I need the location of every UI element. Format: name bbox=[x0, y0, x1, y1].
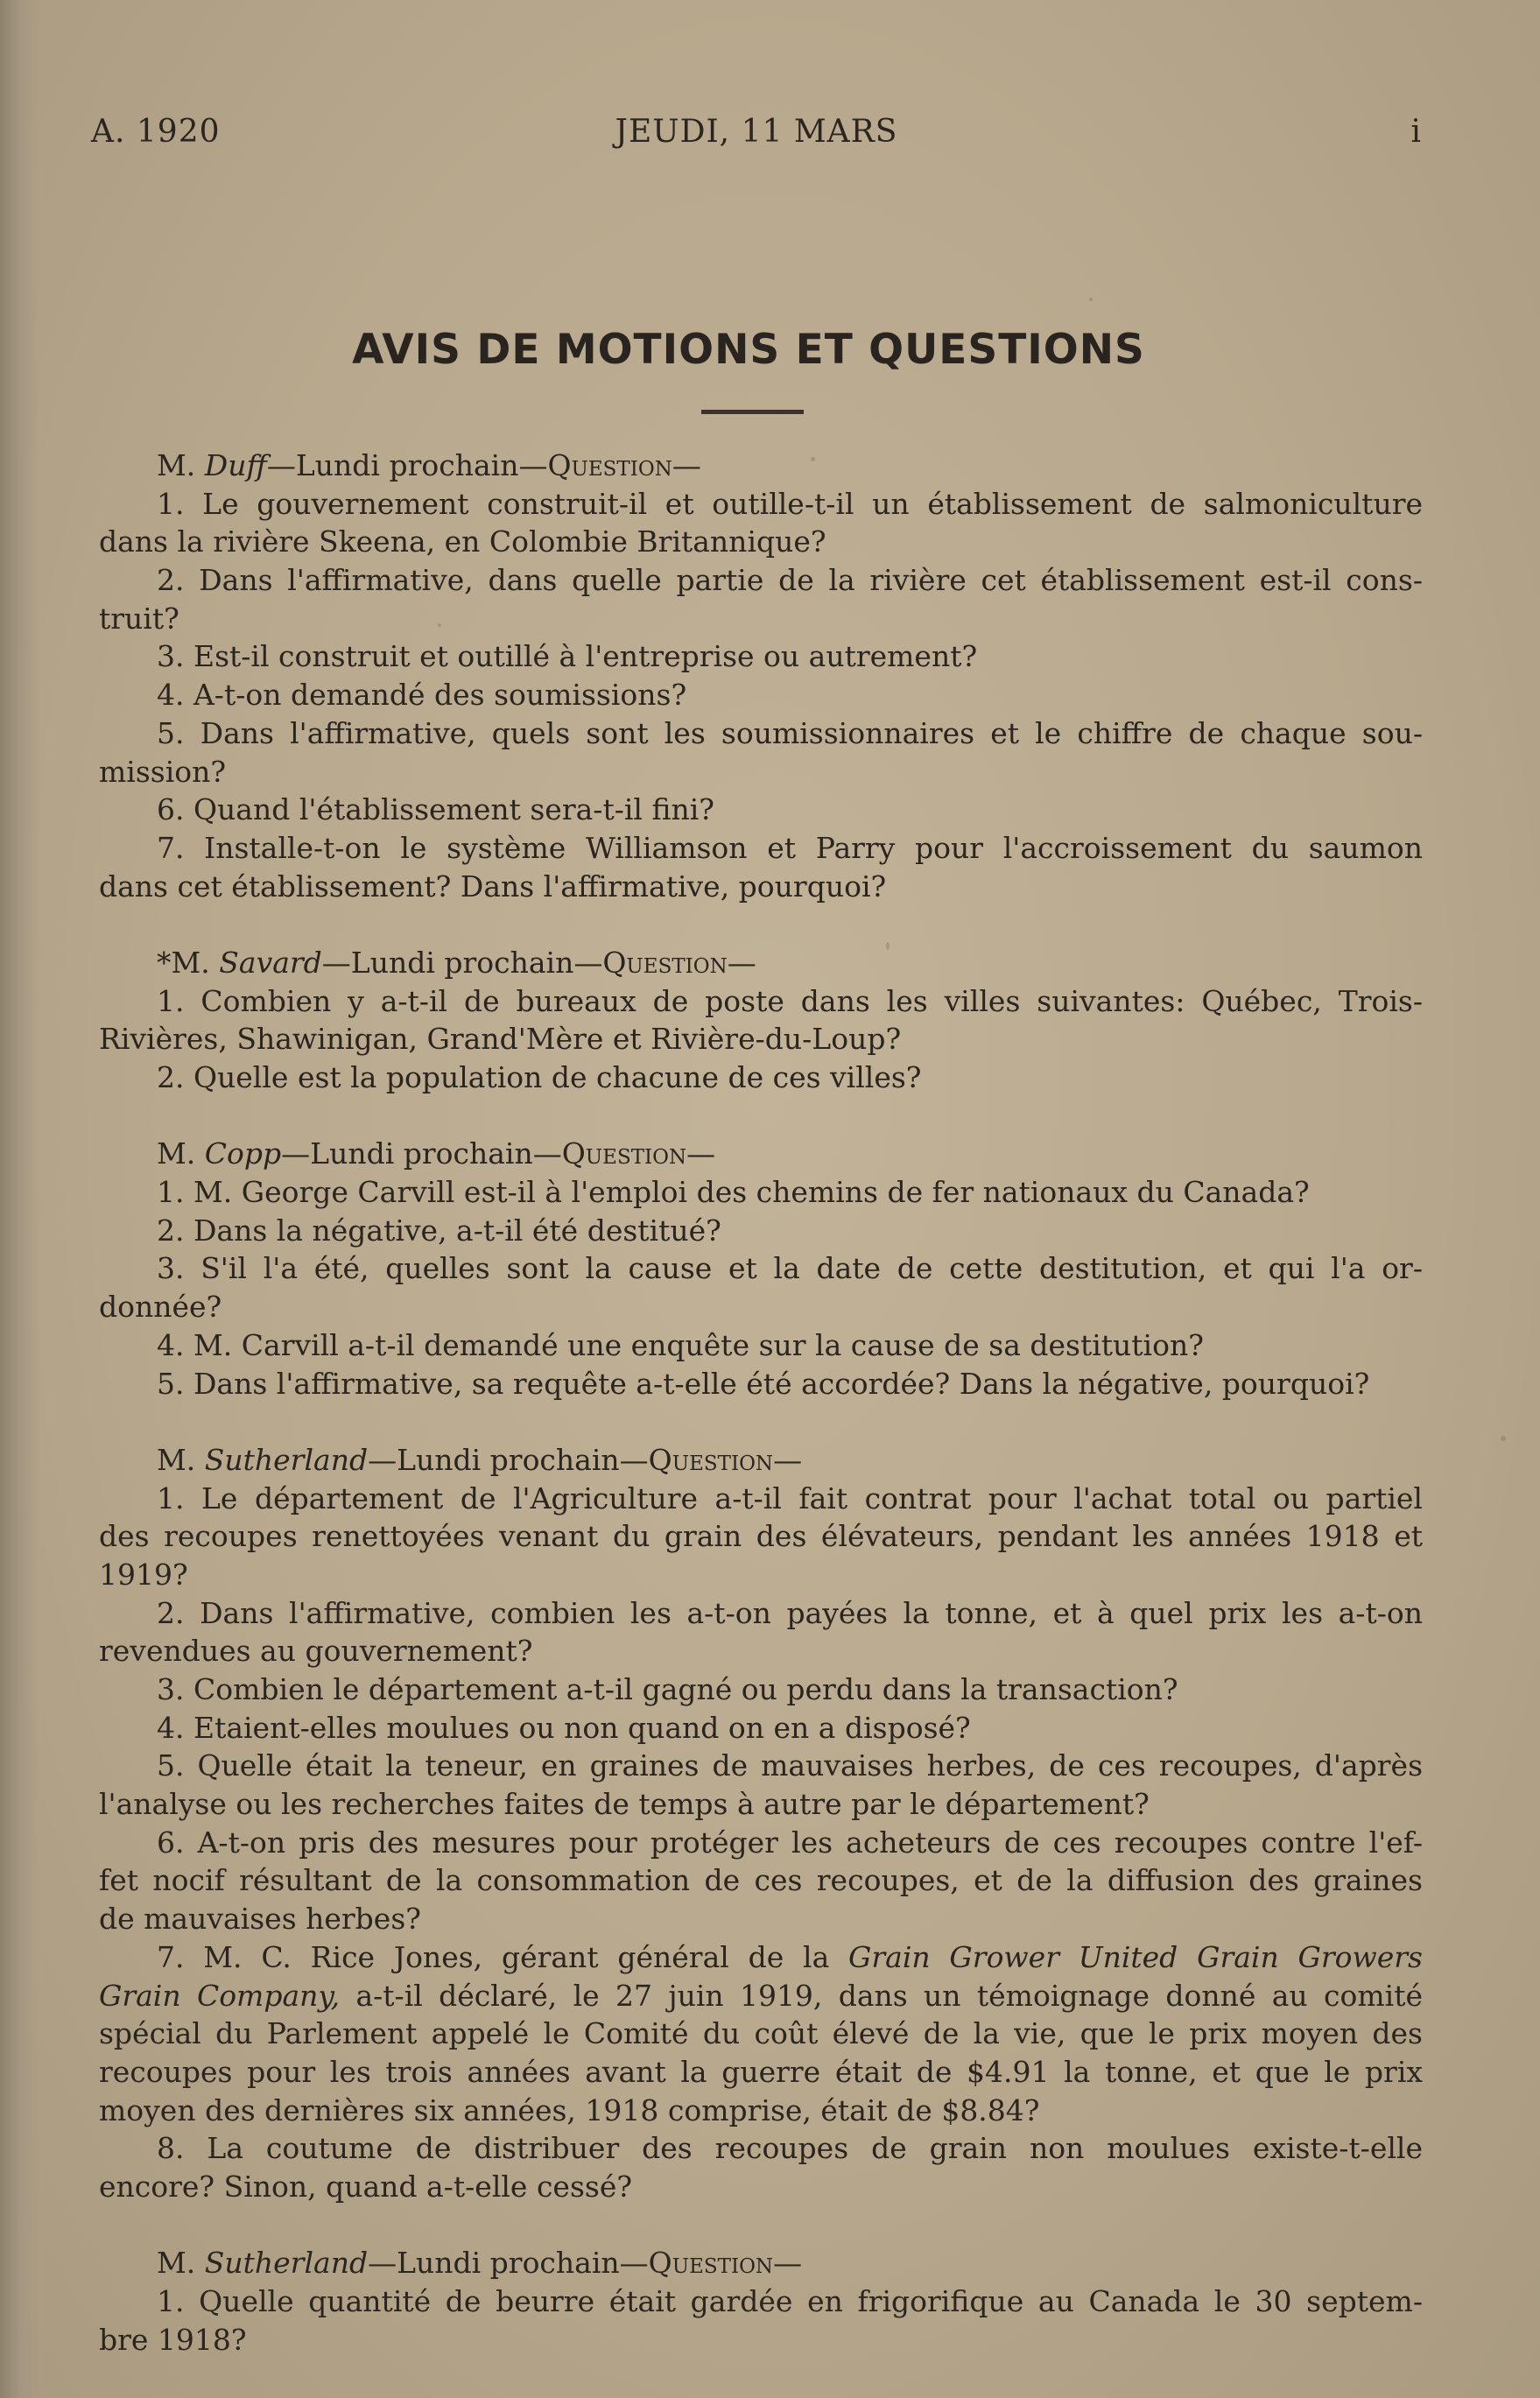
question-line: 7. Installe-t-on le système Williamson et Parry pour l'accroissement du saumon bbox=[157, 830, 1423, 865]
question-line: 2. Dans la négative, a-t-il été destitué? bbox=[157, 1213, 721, 1248]
question-line: des recoupes renettoyées venant du grain des élévateurs, pendant les années 1918 et bbox=[99, 1519, 1423, 1554]
question-line: dans cet établissement? Dans l'affirmative, pourquoi? bbox=[99, 868, 887, 904]
question-line: spécial du Parlement appelé le Comité du coût élevé de la vie, que le prix moyen des bbox=[99, 2016, 1423, 2051]
question-line: recoupes pour les trois années avant la guerre était de $4.91 la tonne, et que le prix bbox=[99, 2054, 1423, 2089]
question-line: 1. M. George Carvill est-il à l'emploi des chemins de fer nationaux du Canada? bbox=[157, 1175, 1310, 1210]
paper-speck bbox=[811, 457, 815, 461]
question-notice bbox=[99, 2244, 1423, 2359]
question-line: 1. Combien y a-t-il de bureaux de poste dans les villes suivantes: Québec, Trois- bbox=[157, 983, 1423, 1018]
question-line: 1. Quelle quantité de beurre était gardée en frigorifique au Canada le 30 septem- bbox=[157, 2284, 1423, 2318]
notice-date: —Lundi prochain— bbox=[266, 448, 548, 482]
question-line: 1. Le département de l'Agriculture a-t-il fait contrat pour l'achat total ou partiel bbox=[157, 1480, 1423, 1515]
question-line: 4. A-t-on demandé des soumissions? bbox=[157, 678, 687, 713]
question-line: 2. Dans l'affirmative, combien les a-t-on payées la tonne, et à quel prix les a-t-on bbox=[157, 1595, 1423, 1630]
question-line: fet nocif résultant de la consommation de ces recoupes, et de la diffusion des graines bbox=[99, 1863, 1423, 1898]
question-line: de mauvaises herbes? bbox=[99, 1902, 421, 1937]
member-name: Copp bbox=[204, 1136, 282, 1171]
question-line: 2. Quelle est la population de chacune de ces villes? bbox=[157, 1060, 922, 1094]
question-line: 5. Quelle était la teneur, en graines de mauvaises herbes, de ces recoupes, d'après bbox=[157, 1748, 1423, 1783]
question-line: Grain Company, a-t-il déclaré, le 27 juin 1919, dans un témoignage donné au comité bbox=[99, 1978, 1423, 2013]
notice-header bbox=[99, 447, 1423, 485]
notice-dash: — bbox=[773, 2246, 803, 2281]
notice-label: Question bbox=[648, 2246, 774, 2281]
question-line: 3. S'il l'a été, quelles sont la cause et la date de cette destitution, et qui l'a or- bbox=[157, 1251, 1423, 1286]
question-line: 3. Combien le département a-t-il gagné ou perdu dans la transaction? bbox=[157, 1672, 1178, 1706]
question-line: moyen des dernières six années, 1918 comprise, était de $8.84? bbox=[99, 2092, 1040, 2127]
paper-speck bbox=[886, 942, 890, 950]
question-line: encore? Sinon, quand a-t-elle cessé? bbox=[99, 2169, 633, 2204]
question-line: Rivières, Shawinigan, Grand'Mère et Rivière-du-Loup? bbox=[99, 1022, 902, 1057]
notice-label: Question bbox=[547, 448, 672, 482]
notice-dash: — bbox=[686, 1136, 716, 1171]
notice-date: —Lundi prochain— bbox=[368, 1442, 649, 1477]
paper-speck bbox=[1501, 1436, 1506, 1441]
question-notice bbox=[99, 944, 1423, 1097]
notice-header bbox=[99, 944, 1423, 982]
notice-label: Question bbox=[648, 1442, 774, 1477]
page-title: AVIS DE MOTIONS ET QUESTIONS bbox=[352, 326, 1145, 374]
question-line: 7. M. C. Rice Jones, gérant général de la Grain Grower United Grain Growers bbox=[157, 1939, 1423, 1974]
member-prefix: M. bbox=[157, 448, 205, 482]
question-line: 1. Le gouvernement construit-il et outille-t-il un établissement de salmoniculture bbox=[157, 486, 1423, 521]
title-rule bbox=[701, 410, 804, 414]
notice-dash: — bbox=[727, 945, 756, 980]
running-head bbox=[91, 114, 1422, 158]
notices-body bbox=[99, 447, 1423, 2397]
question-line: 6. Quand l'établissement sera-t-il fini? bbox=[157, 792, 714, 827]
question-line: 3. Est-il construit et outillé à l'entreprise ou autrement? bbox=[157, 639, 978, 674]
member-name: Sutherland bbox=[204, 2246, 369, 2281]
page-date: JEUDI, 11 MARS bbox=[615, 114, 898, 150]
question-line: 6. A-t-on pris des mesures pour protéger les acheteurs de ces recoupes contre l'ef- bbox=[157, 1825, 1423, 1860]
question-notice bbox=[99, 1135, 1423, 1403]
question-line: dans la rivière Skeena, en Colombie Britannique? bbox=[99, 524, 826, 559]
question-line: 8. La coutume de distribuer des recoupes de grain non moulues existe-t-elle bbox=[157, 2131, 1423, 2166]
notice-header bbox=[99, 1135, 1423, 1173]
member-name: Duff bbox=[204, 448, 267, 482]
notice-label: Question bbox=[602, 945, 728, 980]
question-notice bbox=[99, 447, 1423, 905]
member-prefix: M. bbox=[157, 1442, 205, 1477]
question-line: revendues au gouvernement? bbox=[99, 1634, 533, 1669]
question-line: l'analyse ou les recherches faites de temps à autre par le département? bbox=[99, 1787, 1150, 1822]
member-prefix: M. bbox=[157, 2246, 205, 2281]
question-line: 5. Dans l'affirmative, sa requête a-t-elle été accordée? Dans la négative, pourquoi? bbox=[157, 1366, 1370, 1401]
notice-header bbox=[99, 2244, 1423, 2282]
notice-dash: — bbox=[773, 1442, 803, 1477]
member-name: Sutherland bbox=[204, 1442, 369, 1477]
question-line: mission? bbox=[99, 754, 227, 789]
question-line: 4. Etaient-elles moulues ou non quand on en a disposé? bbox=[157, 1710, 971, 1745]
question-line: donnée? bbox=[99, 1290, 222, 1325]
notice-label: Question bbox=[561, 1136, 687, 1171]
question-line: 2. Dans l'affirmative, dans quelle partie de la rivière cet établissement est-il cons- bbox=[157, 563, 1423, 598]
session-year: A. 1920 bbox=[91, 114, 221, 150]
page-number: i bbox=[1410, 114, 1422, 150]
notice-date: —Lundi prochain— bbox=[281, 1136, 562, 1171]
question-notice bbox=[99, 1441, 1423, 2206]
question-line: truit? bbox=[99, 601, 179, 636]
notice-date: —Lundi prochain— bbox=[368, 2246, 649, 2281]
question-line: 1919? bbox=[99, 1557, 188, 1592]
member-prefix: *M. bbox=[157, 945, 220, 980]
member-name: Savard bbox=[219, 945, 322, 980]
paper-speck bbox=[438, 623, 441, 627]
question-line: bre 1918? bbox=[99, 2322, 247, 2357]
paper-speck bbox=[1089, 298, 1093, 301]
question-line: 5. Dans l'affirmative, quels sont les soumissionnaires et le chiffre de chaque sou- bbox=[157, 715, 1423, 750]
question-line: 4. M. Carvill a-t-il demandé une enquête sur la cause de sa destitution? bbox=[157, 1327, 1204, 1362]
notice-dash: — bbox=[672, 448, 701, 482]
member-prefix: M. bbox=[157, 1136, 205, 1171]
notice-header bbox=[99, 1441, 1423, 1480]
notice-date: —Lundi prochain— bbox=[321, 945, 603, 980]
